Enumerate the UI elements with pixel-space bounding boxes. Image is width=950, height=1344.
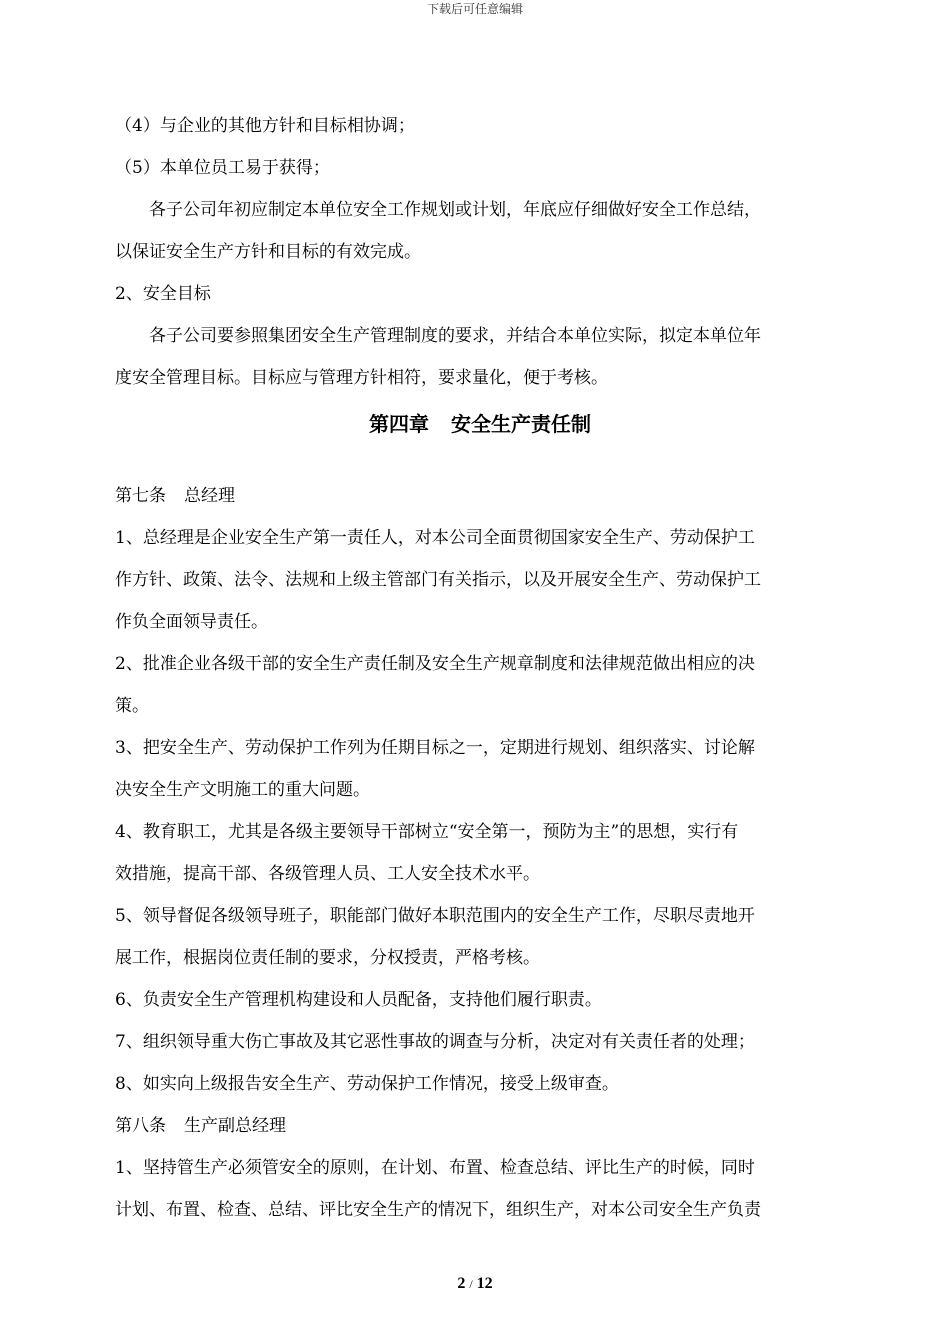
- chapter-number: 第四章: [369, 412, 429, 436]
- list-item: （4）与企业的其他方针和目标相协调；: [115, 116, 415, 136]
- text-line: 展工作，根据岗位责任制的要求，分权授责，严格考核。: [115, 948, 540, 968]
- text-line: 1、坚持管生产必须管安全的原则，在计划、布置、检查总结、评比生产的时候，同时: [115, 1158, 755, 1178]
- header-note: 下载后可任意编辑: [426, 2, 523, 16]
- paragraph-continuation: 度安全管理目标。目标应与管理方针相符，要求量化，便于考核。: [115, 368, 608, 388]
- article-number: 第八条: [115, 1116, 166, 1136]
- text-line: 5、领导督促各级领导班子，职能部门做好本职范围内的安全生产工作，尽职尽责地开: [115, 906, 755, 926]
- text-line: 7、组织领导重大伤亡事故及其它恶性事故的调查与分析，决定对有关责任者的处理；: [115, 1032, 755, 1052]
- total-pages: 12: [476, 1275, 493, 1292]
- text-line: 策。: [115, 696, 149, 716]
- text-line: 作方针、政策、法令、法规和上级主管部门有关指示，以及开展安全生产、劳动保护工: [115, 570, 761, 590]
- text-line: 4、教育职工，尤其是各级主要领导干部树立“安全第一，预防为主”的思想，实行有: [115, 822, 739, 842]
- article-number: 第七条: [115, 486, 166, 506]
- paragraph-continuation: 以保证安全生产方针和目标的有效完成。: [115, 242, 421, 262]
- document-body: [115, 105, 845, 1231]
- list-item: （5）本单位员工易于获得；: [115, 158, 330, 178]
- text-line: 作负全面领导责任。: [115, 612, 268, 632]
- article-title: 总经理: [184, 486, 235, 506]
- current-page: 2: [457, 1275, 466, 1292]
- article-title: 生产副总经理: [184, 1116, 286, 1136]
- text-line: 计划、布置、检查、总结、评比安全生产的情况下，组织生产，对本公司安全生产负责: [115, 1200, 761, 1220]
- page-number: [0, 1272, 950, 1296]
- text-line: 6、负责安全生产管理机构建设和人员配备，支持他们履行职责。: [115, 990, 602, 1010]
- text-line: 8、如实向上级报告安全生产、劳动保护工作情况，接受上级审查。: [115, 1074, 619, 1094]
- article-heading: [115, 1105, 845, 1147]
- page-separator: /: [469, 1277, 473, 1291]
- text-line: 决安全生产文明施工的重大问题。: [115, 780, 370, 800]
- section-heading: 2、安全目标: [115, 284, 211, 304]
- article-heading: [115, 475, 845, 517]
- text-line: 3、把安全生产、劳动保护工作列为任期目标之一，定期进行规划、组织落实、讨论解: [115, 738, 755, 758]
- text-line: 1、总经理是企业安全生产第一责任人，对本公司全面贯彻国家安全生产、劳动保护工: [115, 528, 755, 548]
- text-line: 效措施，提高干部、各级管理人员、工人安全技术水平。: [115, 864, 540, 884]
- paragraph: 各子公司年初应制定本单位安全工作规划或计划，年底应仔细做好安全工作总结，: [149, 200, 761, 220]
- chapter-name: 安全生产责任制: [451, 412, 591, 436]
- paragraph: 各子公司要参照集团安全生产管理制度的要求，并结合本单位实际，拟定本单位年: [149, 326, 761, 346]
- text-line: 2、批准企业各级干部的安全生产责任制及安全生产规章制度和法律规范做出相应的决: [115, 654, 755, 674]
- chapter-title: [115, 403, 845, 445]
